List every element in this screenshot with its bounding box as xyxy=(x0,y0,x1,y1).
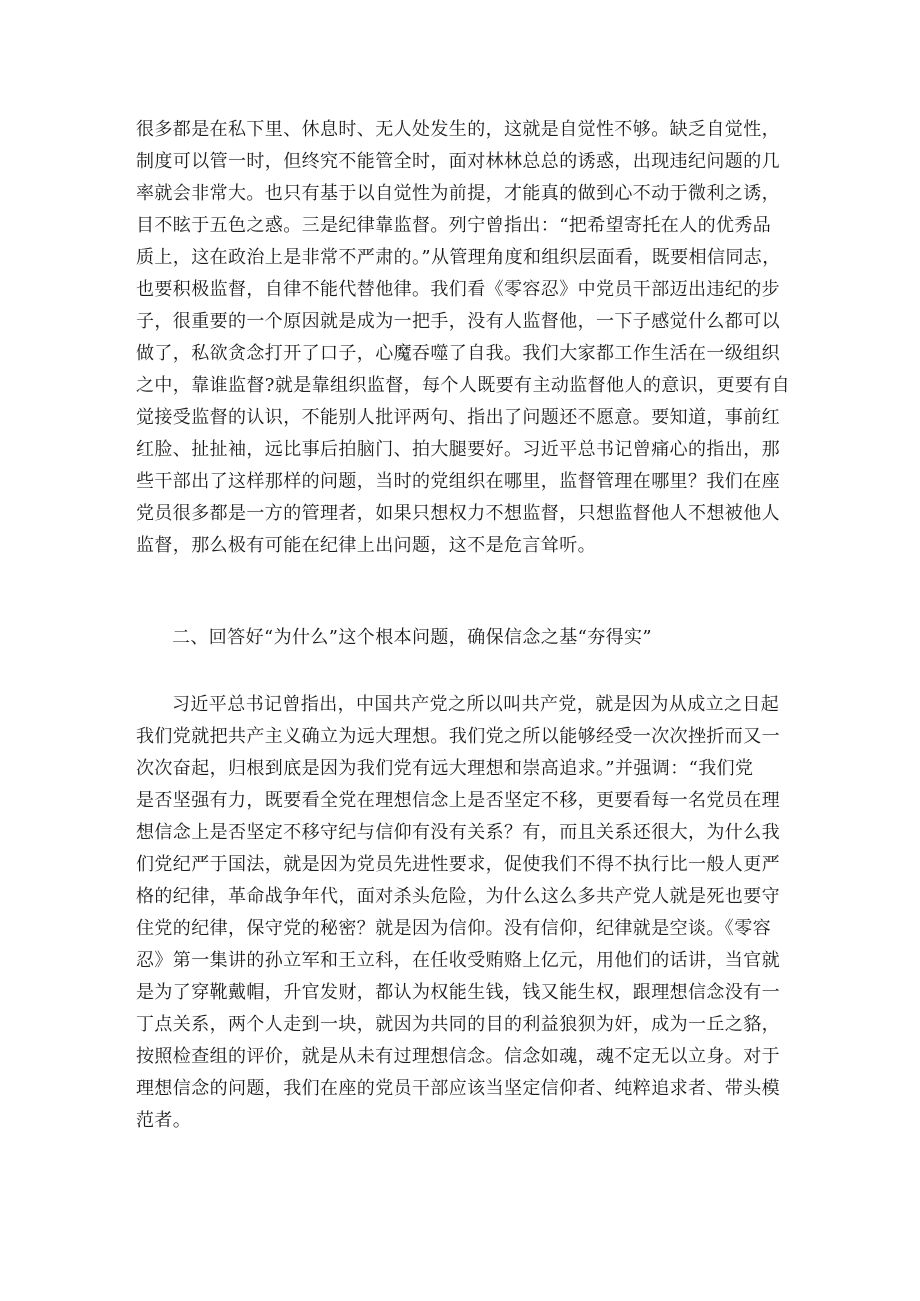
text-line: 理想信念的问题，我们在座的党员干部应该当坚定信仰者、纯粹追求者、带头模 xyxy=(136,1078,780,1099)
section-heading-text: 二、回答好“为什么”这个根本问题，确保信念之基“夯得实” xyxy=(172,627,653,648)
text-line: 率就会非常大。也只有基于以自觉性为前提，才能真的做到心不动于微利之诱， xyxy=(136,183,780,204)
text-line: 红脸、扯扯袖，远比事后拍脑门、拍大腿要好。习近平总书记曾痛心的指出，那 xyxy=(136,439,780,460)
text-line: 质上，这在政治上是非常不严肃的。”从管理角度和组织层面看，既要相信同志， xyxy=(136,247,781,268)
text-line: 子，很重要的一个原因就是成为一把手，没有人监督他，一下子感觉什么都可以 xyxy=(136,311,780,332)
text-line: 党员很多都是一方的管理者，如果只想权力不想监督，只想监督他人不想被他人 xyxy=(136,503,780,524)
text-line: 很多都是在私下里、休息时、无人处发生的，这就是自觉性不够。缺乏自觉性， xyxy=(136,119,780,140)
text-line: 次次奋起，归根到底是因为我们党有远大理想和崇高追求。”并强调：“我们党 xyxy=(136,758,754,779)
text-line: 想信念上是否坚定不移守纪与信仰有没有关系？有，而且关系还很大，为什么我 xyxy=(136,822,780,843)
text-line: 觉接受监督的认识，不能别人批评两句、指出了问题还不愿意。要知道，事前红 xyxy=(136,407,780,428)
text-line: 忍》第一集讲的孙立军和王立科，在任收受贿赂上亿元，用他们的话讲，当官就 xyxy=(136,950,780,971)
text-line: 些干部出了这样那样的问题，当时的党组织在哪里，监督管理在哪里？我们在座 xyxy=(136,471,780,492)
paragraph-ideals-faith xyxy=(136,689,788,1137)
text-line: 目不眩于五色之惑。三是纪律靠监督。列宁曾指出：“把希望寄托在人的优秀品 xyxy=(136,215,772,236)
text-line: 范者。 xyxy=(136,1110,192,1131)
text-line: 按照检查组的评价，就是从未有过理想信念。信念如魂，魂不定无以立身。对于 xyxy=(136,1046,780,1067)
text-line: 监督，那么极有可能在纪律上出问题，这不是危言耸听。 xyxy=(136,535,596,556)
text-line: 是为了穿靴戴帽，升官发财，都认为权能生钱，钱又能生权，跟理想信念没有一 xyxy=(136,982,780,1003)
text-line: 也要积极监督，自律不能代替他律。我们看《零容忍》中党员干部迈出违纪的步 xyxy=(136,279,780,300)
paragraph-discipline-supervision xyxy=(136,114,791,562)
text-line: 制度可以管一时，但终究不能管全时，面对林林总总的诱惑，出现违纪问题的几 xyxy=(136,151,780,172)
text-line: 我们党就把共产主义确立为远大理想。我们党之所以能够经受一次次挫折而又一 xyxy=(136,726,780,747)
text-line: 做了，私欲贪念打开了口子，心魔吞噬了自我。我们大家都工作生活在一级组织 xyxy=(136,343,780,364)
text-line: 习近平总书记曾指出，中国共产党之所以叫共产党，就是因为从成立之日起 xyxy=(172,694,780,715)
text-line: 是否坚强有力，既要看全党在理想信念上是否坚定不移，更要看每一名党员在理 xyxy=(136,790,780,811)
section-heading xyxy=(136,622,788,654)
text-line: 格的纪律，革命战争年代，面对杀头危险，为什么这么多共产党人就是死也要守 xyxy=(136,886,780,907)
text-line: 们党纪严于国法，就是因为党员先进性要求，促使我们不得不执行比一般人更严 xyxy=(136,854,780,875)
text-line: 之中，靠谁监督?就是靠组织监督，每个人既要有主动监督他人的意识，更要有自 xyxy=(136,375,791,396)
text-line: 住党的纪律，保守党的秘密？就是因为信仰。没有信仰，纪律就是空谈。《零容 xyxy=(136,918,771,939)
text-line: 丁点关系，两个人走到一块，就因为共同的目的利益狼狈为奸，成为一丘之貉， xyxy=(136,1014,780,1035)
